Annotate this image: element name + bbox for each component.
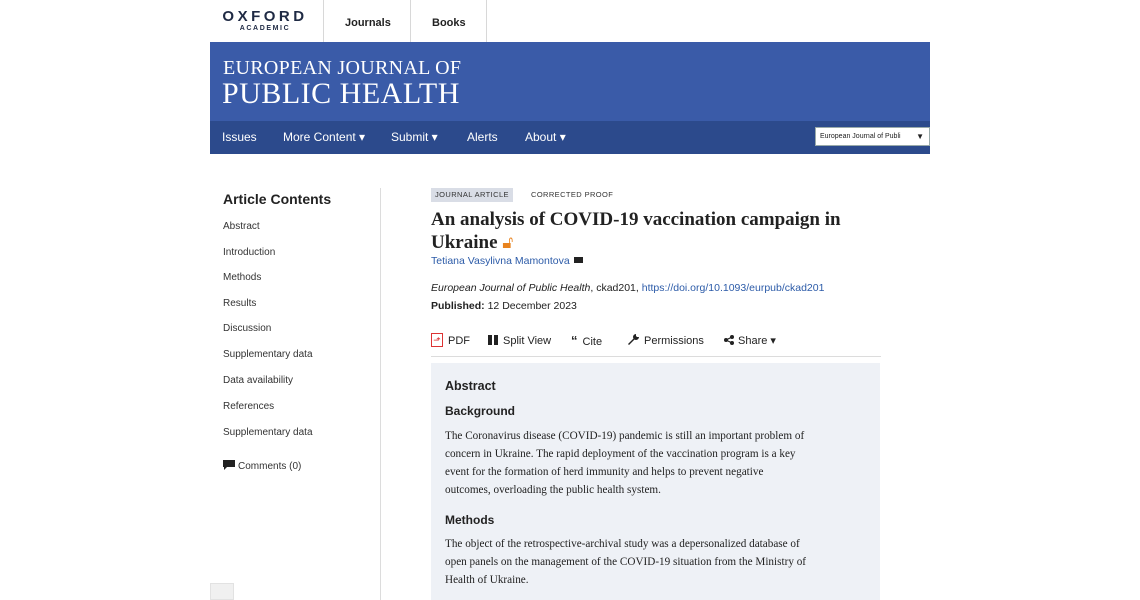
journal-name: European Journal of Public Health [431, 282, 591, 294]
abstract-panel [431, 363, 880, 600]
methods-heading: Methods [445, 513, 495, 527]
journals-link[interactable]: Journals [345, 17, 391, 29]
author-name: Tetiana Vasylivna Mamontova [431, 255, 570, 267]
article-title [431, 208, 881, 255]
share-label: Share ▾ [738, 335, 776, 347]
sidebar-item-references[interactable]: References [223, 401, 275, 412]
sidebar-item-methods[interactable]: Methods [223, 272, 262, 283]
site-header [210, 0, 930, 154]
select-value: European Journal of Publi [820, 133, 901, 140]
published-line [431, 300, 577, 312]
text-line: open panels on the management of the COVID-19 situation from the Ministry of [445, 556, 807, 568]
back-to-top-button[interactable] [210, 583, 234, 600]
doi-link[interactable]: https://doi.org/10.1093/eurpub/ckad201 [641, 282, 825, 294]
banner-title-line2: PUBLIC HEALTH [222, 77, 460, 110]
logo-line2: ACADEMIC [239, 25, 291, 32]
divider [323, 0, 324, 42]
quote-icon: “ [571, 333, 578, 348]
nav-issues[interactable]: Issues [222, 130, 257, 144]
caret-down-icon: ▼ [916, 132, 924, 141]
journal-banner[interactable] [210, 42, 930, 121]
email-icon[interactable] [574, 257, 583, 263]
author-link[interactable] [431, 255, 583, 267]
journal-search-select[interactable] [815, 127, 930, 146]
sidebar-item-results[interactable]: Results [223, 298, 257, 309]
article-type-badge: JOURNAL ARTICLE [431, 188, 513, 202]
article-title-text: An analysis of COVID-19 vaccination campaign in Ukraine [431, 209, 841, 253]
comments-link[interactable] [223, 460, 301, 473]
top-bar [210, 0, 930, 42]
sidebar-divider [380, 188, 381, 600]
published-date: 12 December 2023 [487, 300, 577, 312]
pdf-label: PDF [448, 335, 470, 347]
comments-label: Comments (0) [238, 461, 302, 472]
article-toolbar [431, 332, 881, 357]
split-view-label: Split View [503, 335, 552, 347]
split-view-button[interactable] [488, 332, 551, 350]
permissions-button[interactable] [628, 332, 704, 350]
text-line: event for the formation of herd immunity and helps to prevent negative [445, 466, 764, 478]
logo-line1: OXFORD [222, 8, 308, 25]
nav-about[interactable]: About ▾ [525, 130, 566, 144]
article-id: , ckad201, [590, 282, 642, 294]
open-access-icon: 🔓︎ [502, 233, 514, 253]
sidebar-item-supplementary-data-2[interactable]: Supplementary data [223, 427, 313, 438]
citation-line [431, 282, 824, 294]
text-line: The object of the retrospective-archival study was a depersonalized database of [445, 538, 800, 550]
comment-icon [223, 460, 235, 470]
pdf-button[interactable] [431, 332, 470, 350]
nav-alerts[interactable]: Alerts [467, 130, 498, 144]
nav-submit[interactable]: Submit ▾ [391, 130, 438, 144]
divider [486, 0, 487, 42]
pdf-icon: ⬏ [431, 333, 443, 347]
cite-label: Cite [582, 336, 603, 348]
article-status-label: CORRECTED PROOF [531, 190, 614, 199]
oxford-academic-logo[interactable] [222, 9, 308, 33]
background-text [445, 427, 870, 499]
divider [410, 0, 411, 42]
journal-nav [210, 121, 930, 154]
background-heading: Background [445, 404, 516, 418]
share-button[interactable] [724, 332, 776, 350]
abstract-heading: Abstract [445, 379, 496, 393]
split-view-icon [488, 335, 498, 345]
text-line: Health of Ukraine. [445, 574, 529, 586]
published-label: Published: [431, 300, 485, 312]
permissions-label: Permissions [644, 335, 704, 347]
nav-more-content[interactable]: More Content ▾ [283, 130, 366, 144]
banner-title-line1: EUROPEAN JOURNAL OF [223, 57, 462, 79]
share-icon [724, 335, 734, 345]
sidebar-item-introduction[interactable]: Introduction [223, 247, 276, 258]
sidebar-heading: Article Contents [223, 191, 332, 207]
sidebar-item-discussion[interactable]: Discussion [223, 323, 272, 334]
sidebar-item-abstract[interactable]: Abstract [223, 221, 260, 232]
sidebar-item-data-availability[interactable]: Data availability [223, 375, 294, 386]
sidebar-item-supplementary-data[interactable]: Supplementary data [223, 349, 313, 360]
wrench-icon [628, 334, 639, 345]
methods-text [445, 535, 870, 589]
books-link[interactable]: Books [432, 17, 466, 29]
article-contents-sidebar [223, 190, 383, 472]
text-line: The Coronavirus disease (COVID-19) pandemic is still an important problem of [445, 430, 805, 442]
text-line: outcomes, overloading the public health system. [445, 484, 661, 496]
cite-button[interactable] [571, 332, 602, 350]
text-line: concern in Ukraine. The rapid deployment of the vaccination program is a key [445, 448, 796, 460]
